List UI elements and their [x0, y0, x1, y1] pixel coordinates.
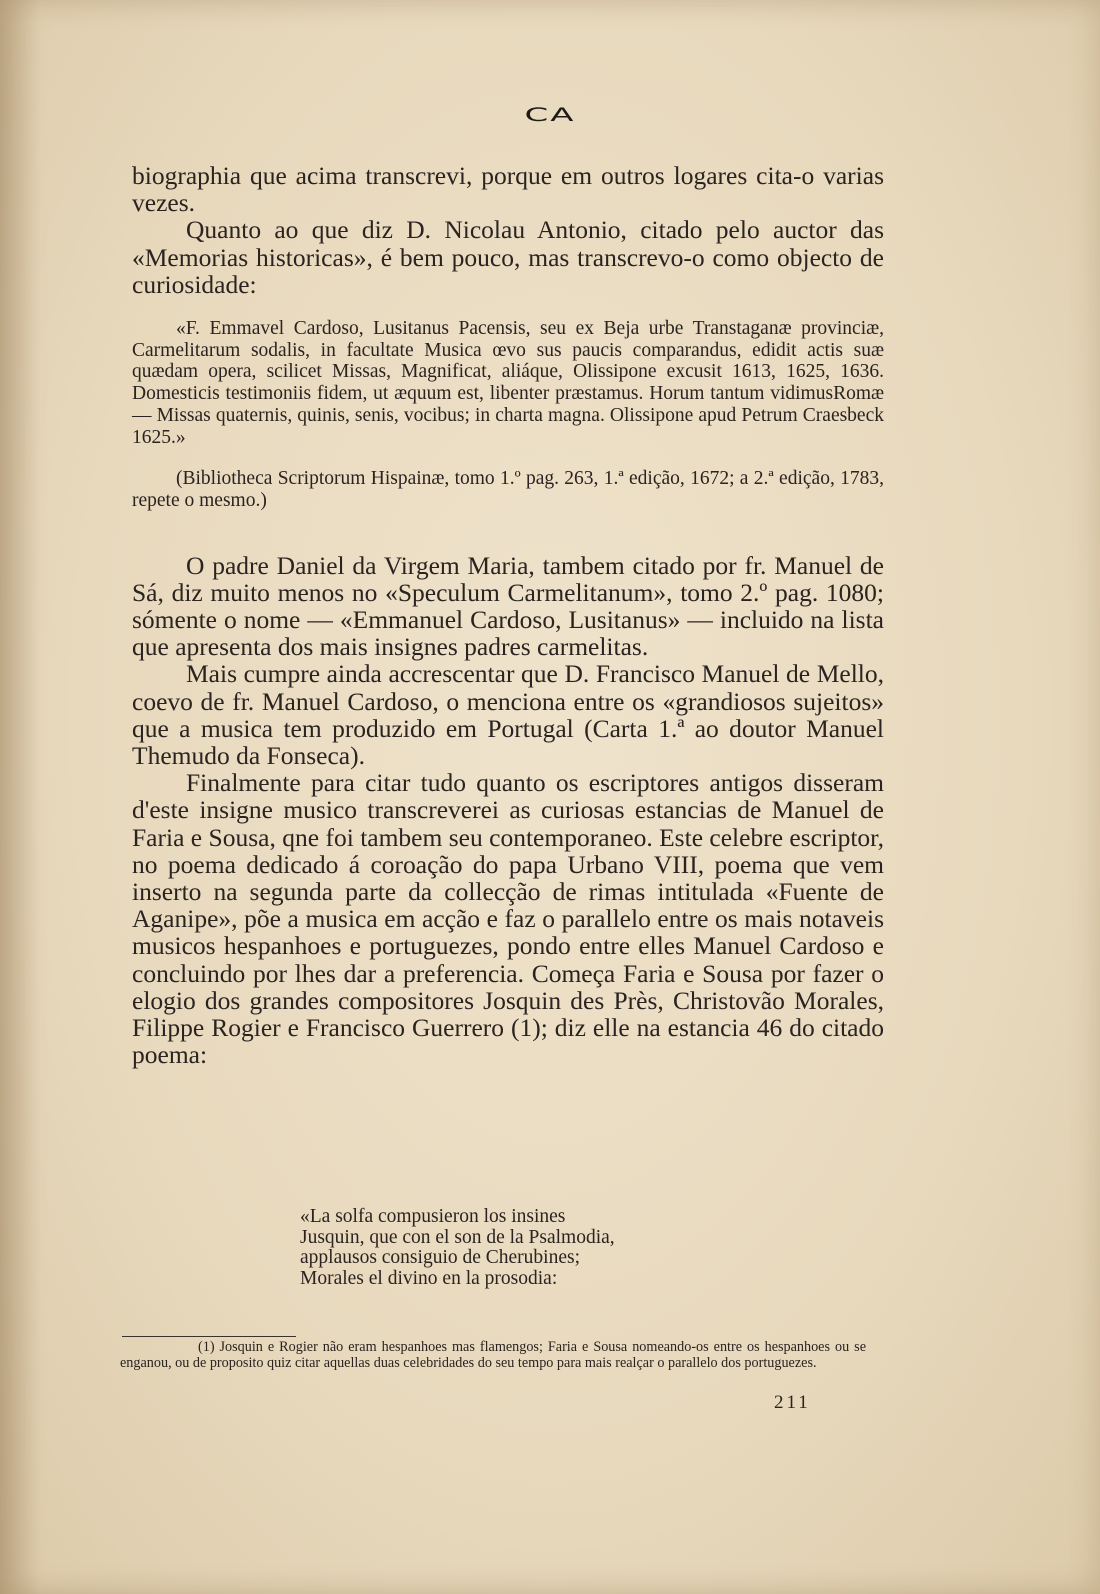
page-number: 211: [774, 1392, 811, 1413]
verse-line: «La solfa compusieron los insines: [300, 1206, 566, 1227]
latin-quotation: «F. Emmavel Cardoso, Lusitanus Pacensis, seu ex Beja urbe Transtaganæ provinciæ, Carmelitarum sodalis, in facultate Musica œvo sus paucis comparandus, edidit actis suæ quædam opera, scilicet Missas, Magnificat, aliáque, Olissipone excusit 1613, 1625, 1636. Domesticis testimoniis fidem, ut æquum est, libenter præstamus. Horum tantum vidimusRomæ — Missas quaternis, quinis, senis, vocibus; in charta magna. Olissipone apud Petrum Craesbeck 1625.»: [132, 318, 884, 448]
main-text: [132, 162, 884, 1069]
paragraph-continuation: biographia que acima transcrevi, porque em outros logares cita-o varias vezes.: [132, 161, 884, 218]
verse-line: applausos consiguio de Cherubines;: [300, 1247, 580, 1269]
verse-quotation: [300, 1207, 615, 1289]
paragraph-nicolau-antonio: Quanto ao que diz D. Nicolau Antonio, citado pelo auctor das «Memorias historicas», é bem pouco, mas transcrevo-o como objecto de curiosidade:: [132, 215, 884, 299]
verse-line: Morales el divino en la prosodia:: [300, 1267, 558, 1289]
footnote-divider: [122, 1336, 296, 1337]
paragraph-daniel-virgem-maria: O padre Daniel da Virgem Maria, tambem citado por fr. Manuel de Sá, diz muito menos no «Speculum Carmelitanum», tomo 2.º pag. 1080; sómente o nome — «Emmanuel Cardoso, Lusitanus» — incluido na lista que apresenta dos mais insignes padres carmelitas.: [132, 550, 884, 662]
paragraph-faria-e-sousa: Finalmente para citar tudo quanto os escriptores antigos disseram d'este insigne musico transcreverei as curiosas estancias de Manuel de Faria e Sousa, qne foi tambem seu contemporaneo. Este celebre escriptor, no poema dedicado á coroação do papa Urbano VIII, poema que vem inserto na segunda parte da collecção de rimas intitulada «Fuente de Aganipe», põe a musica em acção e faz o parallelo entre os mais notaveis musicos hespanhoes e portuguezes, pondo entre elles Manuel Cardoso e concluindo por lhes dar a preferencia. Começa Faria e Sousa por fazer o elogio dos grandes compositores Josquin des Près, Christovão Morales, Filippe Rogier e Francisco Guerrero (1); diz elle na estancia 46 do citado poema:: [132, 768, 884, 1070]
bibliographic-reference: (Bibliotheca Scriptorum Hispainæ, tomo 1.º pag. 263, 1.ª edição, 1672; a 2.ª edição, 1783, repete o mesmo.): [132, 468, 884, 511]
verse-line: Jusquin, que con el son de la Psalmodia,: [300, 1226, 615, 1248]
footnote: (1) Josquin e Rogier não eram hespanhoes mas flamengos; Faria e Sousa nomeando-os entre os hespanhoes ou se enganou, ou de proposito quiz citar aquellas duas celebridades do seu tempo para mais realçar o parallelo dos portuguezes.: [120, 1339, 866, 1371]
page-edge-shadow: [0, 0, 40, 1594]
paragraph-francisco-manuel-mello: Mais cumpre ainda accrescentar que D. Francisco Manuel de Mello, coevo de fr. Manuel Cardoso, o menciona entre os «grandiosos sujeitos» que a musica tem produzido em Portugal (Carta 1.ª ao doutor Manuel Themudo da Fonseca).: [132, 659, 884, 771]
running-header: CA: [524, 104, 576, 126]
